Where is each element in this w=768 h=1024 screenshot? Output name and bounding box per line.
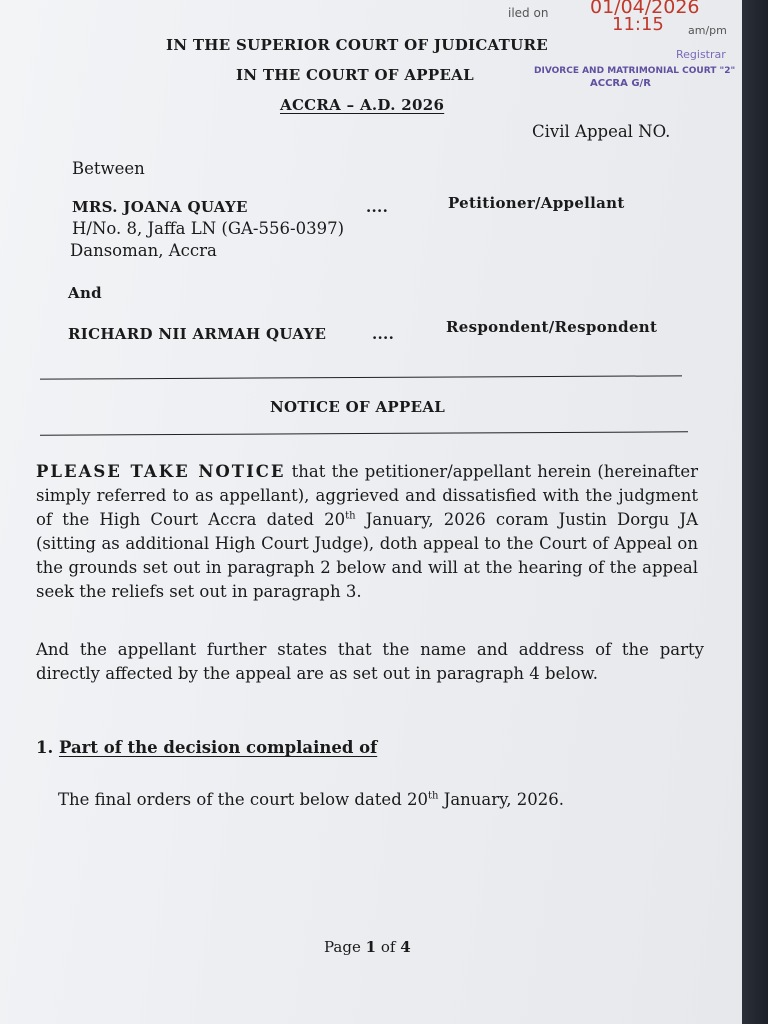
section-1-heading xyxy=(36,738,377,757)
divider-top xyxy=(40,375,682,379)
petitioner-address-line2: Dansoman, Accra xyxy=(70,241,217,260)
stamp-registrar: Registrar xyxy=(676,48,726,61)
appeal-number: Civil Appeal NO. xyxy=(532,122,671,141)
stamp-location: ACCRA G/R xyxy=(590,78,651,89)
section-1-text xyxy=(58,788,564,812)
page-number: 1 xyxy=(365,938,377,956)
section-1-sup: th xyxy=(428,790,439,802)
stamp-ampm: am/pm xyxy=(688,24,727,37)
respondent-dots: .... xyxy=(372,325,395,343)
petitioner-dots: .... xyxy=(366,198,389,216)
notice-lead: PLEASE TAKE NOTICE xyxy=(36,462,286,481)
section-1-text-b: January, 2026. xyxy=(438,790,565,809)
between-label: Between xyxy=(72,159,145,178)
stamp-court: DIVORCE AND MATRIMONIAL COURT "2" xyxy=(534,66,736,76)
section-1-text-a: The final orders of the court below dated 20 xyxy=(58,790,429,809)
stamp-time: 11:15 xyxy=(612,14,664,35)
notice-text-b: January, 2026 coram Justin Dorgu JA (sitting as additional High Court Judge), doth appeal to the Court of Appeal on the grounds set out in paragraph 2 below and will at the hearing of the appeal seek the reliefs set out in paragraph 3. xyxy=(36,510,698,601)
petitioner-role: Petitioner/Appellant xyxy=(448,194,625,212)
stamp-date: 01/04/2026 xyxy=(590,0,700,18)
section-1-number: 1. xyxy=(36,738,54,757)
stamp-filed-label: iled on xyxy=(508,6,549,20)
petitioner-name: MRS. JOANA QUAYE xyxy=(72,198,248,216)
petitioner-address-line1: H/No. 8, Jaffa LN (GA-556-0397) xyxy=(72,219,345,238)
respondent-role: Respondent/Respondent xyxy=(446,318,658,336)
page-of-label: of xyxy=(380,938,396,956)
affected-party-paragraph: And the appellant further states that the name and address of the party directly affected by the appeal are as set out in paragraph 4 below. xyxy=(36,640,704,683)
court-title: IN THE SUPERIOR COURT OF JUDICATURE xyxy=(166,36,549,54)
notice-sup: th xyxy=(345,510,356,522)
notice-text-a: that the petitioner/appellant herein (hereinafter simply referred to as appellant), aggrieved and dissatisfied with the judgment of the High Court Accra dated 20 xyxy=(36,462,698,529)
and-label: And xyxy=(68,284,102,302)
page-total: 4 xyxy=(400,938,411,956)
page-label: Page xyxy=(324,938,361,956)
notice-title: NOTICE OF APPEAL xyxy=(270,398,446,416)
respondent-name: RICHARD NII ARMAH QUAYE xyxy=(68,325,327,343)
court-subtitle: IN THE COURT OF APPEAL xyxy=(236,66,474,84)
court-location-year: ACCRA – A.D. 2026 xyxy=(280,96,445,114)
background-edge xyxy=(742,0,768,1024)
page-footer xyxy=(324,938,411,956)
section-1-title: Part of the decision complained of xyxy=(58,738,378,757)
notice-paragraph xyxy=(36,460,698,604)
divider-bottom xyxy=(40,431,688,435)
